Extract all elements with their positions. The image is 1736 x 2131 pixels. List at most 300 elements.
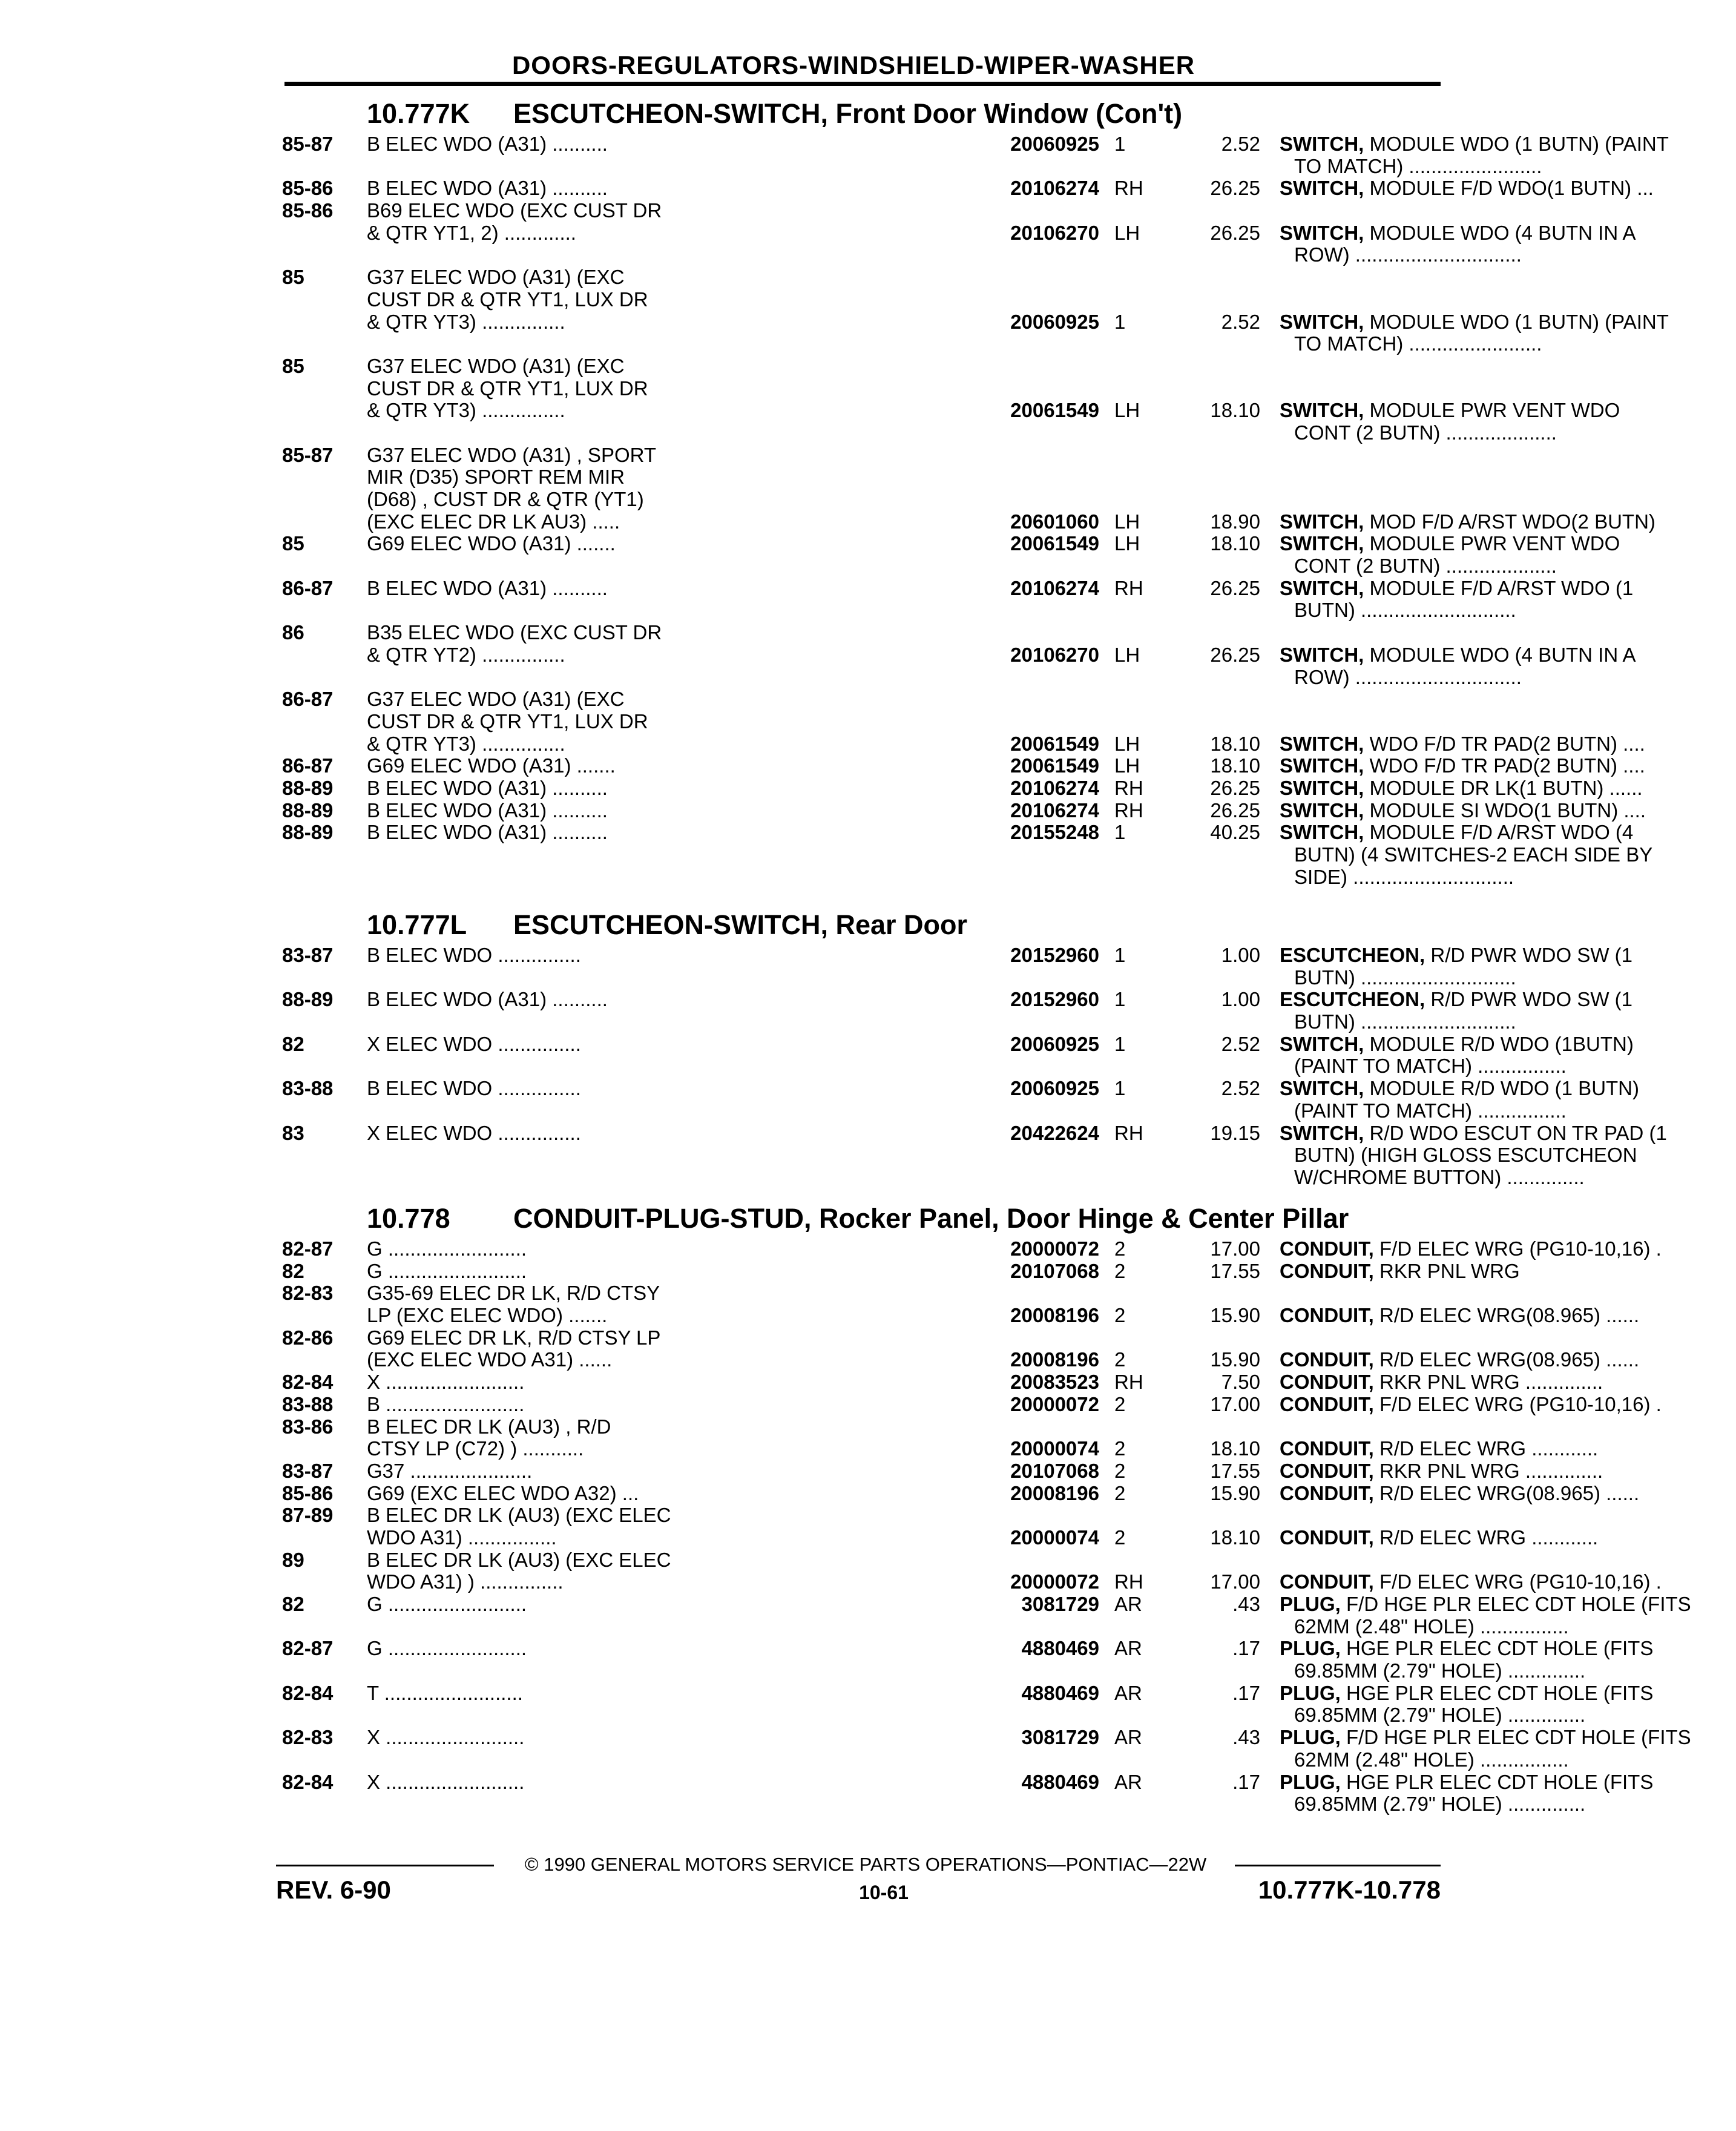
part-number: 20107068: [1010, 1259, 1099, 1282]
vehicle-description: B ELEC DR LK (AU3) (EXC ELEC: [367, 1548, 671, 1571]
part-name-keyword: SWITCH,: [1280, 399, 1364, 422]
part-name: [1280, 400, 1721, 422]
part-name-text: MODULE SI WDO(1 BUTN) ....: [1369, 799, 1646, 822]
part-number: 20152960: [1010, 988, 1099, 1011]
price: 18.10: [1210, 1437, 1260, 1460]
part-number: 20008196: [1010, 1348, 1099, 1371]
vehicle-description: G37 ELEC WDO (A31) , SPORT: [367, 443, 657, 466]
vehicle-description: B ELEC WDO ...............: [367, 944, 581, 966]
part-name: BUTN) ............................: [1294, 1010, 1516, 1033]
parts-row: [282, 1637, 1654, 1682]
quantity: AR: [1114, 1770, 1142, 1793]
quantity: LH: [1114, 399, 1140, 422]
vehicle-description: B ELEC WDO (A31) ..........: [367, 133, 608, 155]
part-name: [1280, 1593, 1721, 1616]
parts-row: [282, 944, 1633, 989]
part-name: [1280, 989, 1721, 1011]
part-name-text: MODULE WDO (1 BUTN) (PAINT: [1369, 310, 1669, 333]
model-year: 83-86: [282, 1415, 334, 1438]
part-name-keyword: CONDUIT,: [1280, 1437, 1374, 1460]
vehicle-description: B .........................: [367, 1392, 525, 1415]
price: .43: [1232, 1726, 1260, 1749]
row-line: [282, 1615, 1569, 1638]
part-name: [1280, 511, 1721, 533]
row-line: [282, 133, 1669, 156]
part-name: [1280, 1460, 1721, 1483]
part-name-keyword: PLUG,: [1280, 1770, 1341, 1793]
model-year: 85-87: [282, 133, 334, 155]
vehicle-description: B ELEC WDO (A31) ..........: [367, 776, 608, 799]
parts-row: [282, 1392, 1662, 1416]
model-year: 86: [282, 621, 304, 644]
quantity: AR: [1114, 1681, 1142, 1704]
row-line: [282, 1704, 1586, 1727]
price: 18.10: [1210, 754, 1260, 777]
part-number: 20107068: [1010, 1459, 1099, 1482]
row-line: [282, 332, 1542, 355]
part-number: 4880469: [1021, 1681, 1099, 1704]
part-name-keyword: ESCUTCHEON,: [1280, 988, 1425, 1011]
part-number: 4880469: [1021, 1770, 1099, 1793]
row-line: [282, 399, 1620, 422]
part-number: 20106274: [1010, 799, 1099, 822]
model-year: 88-89: [282, 799, 334, 822]
part-number: 3081729: [1021, 1726, 1099, 1749]
part-name: [1280, 1394, 1721, 1416]
row-line: [282, 1770, 1654, 1794]
footer-revision: REV. 6-90: [276, 1876, 391, 1904]
row-line: [282, 421, 1557, 444]
model-year: 86-87: [282, 576, 334, 599]
section-number: 10.777L: [367, 909, 467, 940]
row-line: [282, 289, 1444, 311]
price: .17: [1232, 1770, 1260, 1793]
part-name-text: RKR PNL WRG ..............: [1379, 1371, 1603, 1394]
model-year: 82-84: [282, 1770, 334, 1793]
part-number: 4880469: [1021, 1637, 1099, 1660]
section-heading: [282, 97, 1444, 133]
vehicle-description: B69 ELEC WDO (EXC CUST DR: [367, 199, 662, 222]
part-number: 20060925: [1010, 1032, 1099, 1055]
row-line: [282, 378, 1444, 400]
part-name-text: R/D ELEC WRG ............: [1379, 1526, 1599, 1549]
part-name: 62MM (2.48" HOLE) ................: [1294, 1748, 1569, 1771]
parts-row: [282, 1770, 1654, 1816]
vehicle-description: B ELEC WDO (A31) ..........: [367, 799, 608, 822]
price: 19.15: [1210, 1121, 1260, 1144]
quantity: RH: [1114, 799, 1143, 822]
vehicle-description: & QTR YT2) ...............: [367, 643, 565, 666]
quantity: AR: [1114, 1593, 1142, 1615]
part-name-text: R/D ELEC WRG(08.965) ......: [1379, 1304, 1640, 1327]
vehicle-description: B ELEC WDO (A31) ..........: [367, 177, 608, 200]
price: .17: [1232, 1637, 1260, 1660]
footer-section-range: 10.777K-10.778: [1258, 1876, 1441, 1904]
parts-row: [282, 1481, 1640, 1505]
model-year: 86-87: [282, 688, 334, 711]
quantity: 2: [1114, 1437, 1126, 1460]
part-number: 20422624: [1010, 1121, 1099, 1144]
part-name: [1280, 533, 1721, 555]
part-name-text: MODULE WDO (4 BUTN IN A: [1369, 221, 1636, 244]
model-year: 85: [282, 266, 304, 289]
row-line: [282, 1748, 1569, 1771]
vehicle-description: MIR (D35) SPORT REM MIR: [367, 466, 625, 489]
part-name: CONT (2 BUTN) ....................: [1294, 421, 1557, 444]
row-line: [282, 622, 1444, 644]
part-name-keyword: SWITCH,: [1280, 1032, 1364, 1055]
price: 15.90: [1210, 1304, 1260, 1327]
part-name-keyword: SWITCH,: [1280, 532, 1364, 555]
part-name-keyword: CONDUIT,: [1280, 1237, 1374, 1260]
section-2: [282, 1202, 1691, 1816]
header-rule: [284, 82, 1441, 86]
price: 2.52: [1221, 1077, 1260, 1100]
part-name: [1280, 1527, 1721, 1549]
quantity: 1: [1114, 133, 1126, 155]
vehicle-description: B ELEC WDO ...............: [367, 1077, 581, 1100]
quantity: 1: [1114, 310, 1126, 333]
vehicle-description: & QTR YT3) ...............: [367, 732, 565, 755]
quantity: LH: [1114, 510, 1140, 533]
model-year: 82-84: [282, 1681, 334, 1704]
row-line: [282, 1348, 1640, 1371]
part-name: [1280, 1033, 1721, 1056]
model-year: 85: [282, 354, 304, 377]
part-name-text: MODULE WDO (1 BUTN) (PAINT: [1369, 133, 1669, 155]
vehicle-description: (EXC ELEC WDO A31) ......: [367, 1348, 613, 1371]
vehicle-description: CUST DR & QTR YT1, LUX DR: [367, 377, 648, 400]
row-line: [282, 576, 1634, 600]
parts-row: [282, 1681, 1654, 1727]
price: 17.00: [1210, 1392, 1260, 1415]
quantity: RH: [1114, 1570, 1143, 1593]
quantity: 1: [1114, 944, 1126, 966]
part-name: TO MATCH) ........................: [1294, 332, 1542, 355]
row-line: [282, 1282, 1444, 1305]
row-line: [282, 1459, 1603, 1483]
parts-row: [282, 133, 1669, 177]
part-number: 20000074: [1010, 1526, 1099, 1549]
model-year: 88-89: [282, 988, 334, 1011]
vehicle-description: G .........................: [367, 1593, 527, 1615]
row-line: [282, 1304, 1640, 1327]
part-number: 20000072: [1010, 1392, 1099, 1415]
model-year: 89: [282, 1548, 304, 1571]
quantity: 2: [1114, 1526, 1126, 1549]
vehicle-description: G .........................: [367, 1637, 527, 1660]
part-name-keyword: CONDUIT,: [1280, 1392, 1374, 1415]
vehicle-description: B ELEC WDO (A31) ..........: [367, 576, 608, 599]
row-line: [282, 221, 1636, 245]
vehicle-description: G37 ELEC WDO (A31) (EXC: [367, 354, 625, 377]
row-line: [282, 944, 1633, 967]
vehicle-description: G .........................: [367, 1259, 527, 1282]
part-name-keyword: SWITCH,: [1280, 643, 1364, 666]
model-year: 82-83: [282, 1282, 334, 1305]
part-name-keyword: CONDUIT,: [1280, 1570, 1374, 1593]
vehicle-description: X .........................: [367, 1770, 525, 1793]
model-year: 82: [282, 1259, 304, 1282]
part-name-text: MODULE PWR VENT WDO: [1369, 532, 1620, 555]
section-heading: [282, 1202, 1444, 1238]
quantity: 1: [1114, 821, 1126, 844]
parts-row: [282, 1259, 1520, 1283]
price: 26.25: [1210, 177, 1260, 200]
part-name-keyword: CONDUIT,: [1280, 1526, 1374, 1549]
part-name-keyword: PLUG,: [1280, 1681, 1341, 1704]
parts-row: [282, 621, 1636, 688]
vehicle-description: G37 ......................: [367, 1459, 533, 1482]
row-line: [282, 1437, 1599, 1460]
vehicle-description: B35 ELEC WDO (EXC CUST DR: [367, 621, 662, 644]
quantity: 2: [1114, 1237, 1126, 1260]
parts-row: [282, 1121, 1667, 1189]
price: 2.52: [1221, 133, 1260, 155]
part-name-text: F/D ELEC WRG (PG10-10,16) .: [1379, 1570, 1662, 1593]
model-year: 82: [282, 1032, 304, 1055]
part-name-text: F/D HGE PLR ELEC CDT HOLE (FITS: [1346, 1593, 1691, 1615]
quantity: 2: [1114, 1459, 1126, 1482]
price: 26.25: [1210, 576, 1260, 599]
part-name-keyword: SWITCH,: [1280, 732, 1364, 755]
quantity: LH: [1114, 732, 1140, 755]
part-name: [1280, 311, 1721, 334]
quantity: 1: [1114, 1077, 1126, 1100]
vehicle-description: G69 ELEC WDO (A31) .......: [367, 532, 616, 555]
vehicle-description: (EXC ELEC DR LK AU3) .....: [367, 510, 620, 533]
price: .17: [1232, 1681, 1260, 1704]
part-name: [1280, 822, 1721, 844]
model-year: 82: [282, 1593, 304, 1615]
part-name-text: R/D WDO ESCUT ON TR PAD (1: [1369, 1121, 1667, 1144]
model-year: 83-87: [282, 1459, 334, 1482]
model-year: 85-86: [282, 199, 334, 222]
part-name-keyword: SWITCH,: [1280, 510, 1364, 533]
part-name-keyword: PLUG,: [1280, 1726, 1341, 1749]
parts-row: [282, 1504, 1599, 1549]
part-name: [1280, 222, 1721, 245]
part-name: [1280, 1122, 1721, 1145]
vehicle-description: B ELEC DR LK (AU3) (EXC ELEC: [367, 1504, 671, 1527]
part-number: 20106274: [1010, 177, 1099, 200]
model-year: 85: [282, 532, 304, 555]
row-line: [282, 1481, 1640, 1505]
quantity: 1: [1114, 988, 1126, 1011]
row-line: [282, 754, 1645, 777]
row-line: [282, 799, 1646, 822]
part-number: 20060925: [1010, 310, 1099, 333]
part-number: 20155248: [1010, 821, 1099, 844]
price: 17.55: [1210, 1259, 1260, 1282]
price: 18.10: [1210, 1526, 1260, 1549]
price: 18.10: [1210, 532, 1260, 555]
section-1: [282, 908, 1667, 1189]
parts-row: [282, 532, 1620, 578]
row-line: [282, 966, 1516, 989]
model-year: 88-89: [282, 776, 334, 799]
part-name-keyword: CONDUIT,: [1280, 1304, 1374, 1327]
parts-row: [282, 1371, 1603, 1394]
price: 18.10: [1210, 399, 1260, 422]
part-number: 3081729: [1021, 1593, 1099, 1615]
part-name: (PAINT TO MATCH) ................: [1294, 1055, 1567, 1078]
parts-row: [282, 754, 1645, 777]
price: 26.25: [1210, 776, 1260, 799]
parts-row: [282, 1415, 1599, 1460]
row-line: [282, 865, 1514, 889]
model-year: 87-89: [282, 1504, 334, 1527]
vehicle-description: CUST DR & QTR YT1, LUX DR: [367, 710, 648, 733]
part-name-keyword: ESCUTCHEON,: [1280, 944, 1425, 966]
part-number: 20060925: [1010, 133, 1099, 155]
section-heading: [282, 908, 1444, 944]
part-name: [1280, 578, 1721, 600]
price: 26.25: [1210, 643, 1260, 666]
row-line: [282, 266, 1444, 289]
part-name-keyword: SWITCH,: [1280, 177, 1364, 200]
row-line: [282, 510, 1655, 533]
part-name: [1280, 755, 1721, 777]
part-name-text: R/D ELEC WRG(08.965) ......: [1379, 1348, 1640, 1371]
vehicle-description: G69 ELEC WDO (A31) .......: [367, 754, 616, 777]
part-name-text: MODULE R/D WDO (1 BUTN): [1369, 1077, 1639, 1100]
vehicle-description: B ELEC DR LK (AU3) , R/D: [367, 1415, 611, 1438]
part-name: [1280, 1238, 1721, 1260]
price: 26.25: [1210, 799, 1260, 822]
part-name: 69.85MM (2.79" HOLE) ..............: [1294, 1793, 1586, 1816]
model-year: 86-87: [282, 754, 334, 777]
part-name-keyword: SWITCH,: [1280, 133, 1364, 155]
quantity: 2: [1114, 1348, 1126, 1371]
part-name: BUTN) ............................: [1294, 599, 1516, 622]
quantity: LH: [1114, 221, 1140, 244]
row-line: [282, 1659, 1586, 1682]
vehicle-description: & QTR YT3) ...............: [367, 399, 565, 422]
section-title: ESCUTCHEON-SWITCH, Front Door Window (Con't): [513, 98, 1183, 129]
vehicle-description: B ELEC WDO (A31) ..........: [367, 821, 608, 844]
parts-row: [282, 1032, 1634, 1078]
part-name-keyword: SWITCH,: [1280, 310, 1364, 333]
row-line: [282, 1392, 1662, 1416]
page-header-title: DOORS-REGULATORS-WINDSHIELD-WIPER-WASHER: [511, 51, 1195, 79]
part-name-text: F/D ELEC WRG (PG10-10,16) .: [1379, 1237, 1662, 1260]
part-number: 20000074: [1010, 1437, 1099, 1460]
row-line: [282, 599, 1516, 622]
price: 17.00: [1210, 1570, 1260, 1593]
model-year: 82-86: [282, 1326, 334, 1349]
vehicle-description: & QTR YT1, 2) .............: [367, 221, 576, 244]
part-name-text: MODULE F/D A/RST WDO (4: [1369, 821, 1634, 844]
part-name: [1280, 133, 1721, 156]
row-line: [282, 1371, 1603, 1394]
part-name: [1280, 1371, 1721, 1394]
quantity: 2: [1114, 1481, 1126, 1504]
price: 18.90: [1210, 510, 1260, 533]
quantity: RH: [1114, 776, 1143, 799]
part-name-text: F/D ELEC WRG (PG10-10,16) .: [1379, 1392, 1662, 1415]
row-line: [282, 665, 1522, 689]
quantity: RH: [1114, 576, 1143, 599]
part-number: 20008196: [1010, 1304, 1099, 1327]
row-line: [282, 1637, 1654, 1660]
quantity: 2: [1114, 1392, 1126, 1415]
parts-row: [282, 1593, 1691, 1638]
vehicle-description: G35-69 ELEC DR LK, R/D CTSY: [367, 1282, 660, 1305]
part-name-keyword: SWITCH,: [1280, 776, 1364, 799]
part-name: 69.85MM (2.79" HOLE) ..............: [1294, 1659, 1586, 1682]
row-line: [282, 776, 1643, 800]
row-line: [282, 1032, 1634, 1056]
part-name: [1280, 1305, 1721, 1327]
row-line: [282, 1726, 1691, 1749]
part-number: 20106270: [1010, 221, 1099, 244]
row-line: [282, 1237, 1662, 1260]
quantity: LH: [1114, 643, 1140, 666]
part-name-keyword: PLUG,: [1280, 1593, 1341, 1615]
section-title: CONDUIT-PLUG-STUD, Rocker Panel, Door Hinge & Center Pillar: [513, 1203, 1349, 1234]
part-name: BUTN) ............................: [1294, 966, 1516, 989]
part-name-text: WDO F/D TR PAD(2 BUTN) ....: [1369, 754, 1645, 777]
part-number: 20061549: [1010, 399, 1099, 422]
part-number: 20106274: [1010, 576, 1099, 599]
model-year: 83-87: [282, 944, 334, 966]
row-line: [282, 1077, 1639, 1100]
part-name-text: HGE PLR ELEC CDT HOLE (FITS: [1346, 1681, 1654, 1704]
part-name-text: MODULE F/D WDO(1 BUTN) ...: [1369, 177, 1654, 200]
price: 7.50: [1221, 1371, 1260, 1394]
row-line: [282, 1144, 1637, 1167]
model-year: 85-86: [282, 177, 334, 200]
part-name: [1280, 1438, 1721, 1460]
parts-row: [282, 988, 1633, 1033]
parts-row: [282, 199, 1636, 266]
parts-row: [282, 1459, 1603, 1483]
parts-row: [282, 799, 1646, 822]
quantity: RH: [1114, 1371, 1143, 1394]
vehicle-description: G37 ELEC WDO (A31) (EXC: [367, 266, 625, 289]
row-line: [282, 1593, 1691, 1616]
part-name-text: MODULE F/D A/RST WDO (1: [1369, 576, 1634, 599]
parts-row: [282, 576, 1634, 622]
row-line: [282, 1504, 1444, 1527]
parts-row: [282, 1282, 1640, 1327]
part-name: [1280, 1349, 1721, 1371]
part-number: 20601060: [1010, 510, 1099, 533]
footer-copyright: © 1990 GENERAL MOTORS SERVICE PARTS OPERATIONS—PONTIAC—22W: [524, 1854, 1207, 1875]
row-line: [282, 200, 1444, 222]
part-name: [1280, 944, 1721, 967]
part-name: 62MM (2.48" HOLE) ................: [1294, 1615, 1569, 1638]
parts-row: [282, 443, 1655, 533]
part-name: ROW) ..............................: [1294, 243, 1522, 266]
part-name-text: MODULE R/D WDO (1BUTN): [1369, 1032, 1634, 1055]
parts-row: [282, 1077, 1639, 1122]
part-name: [1280, 644, 1721, 667]
row-line: [282, 555, 1557, 578]
row-line: [282, 1055, 1567, 1078]
part-name-text: R/D ELEC WRG ............: [1379, 1437, 1599, 1460]
part-number: 20061549: [1010, 754, 1099, 777]
part-number: 20106274: [1010, 776, 1099, 799]
part-name-text: MOD F/D A/RST WDO(2 BUTN): [1369, 510, 1655, 533]
model-year: 82-87: [282, 1637, 334, 1660]
vehicle-description: G37 ELEC WDO (A31) (EXC: [367, 688, 625, 711]
model-year: 82-87: [282, 1237, 334, 1260]
price: 40.25: [1210, 821, 1260, 844]
part-name: 69.85MM (2.79" HOLE) ..............: [1294, 1704, 1586, 1727]
part-number: 20152960: [1010, 944, 1099, 966]
